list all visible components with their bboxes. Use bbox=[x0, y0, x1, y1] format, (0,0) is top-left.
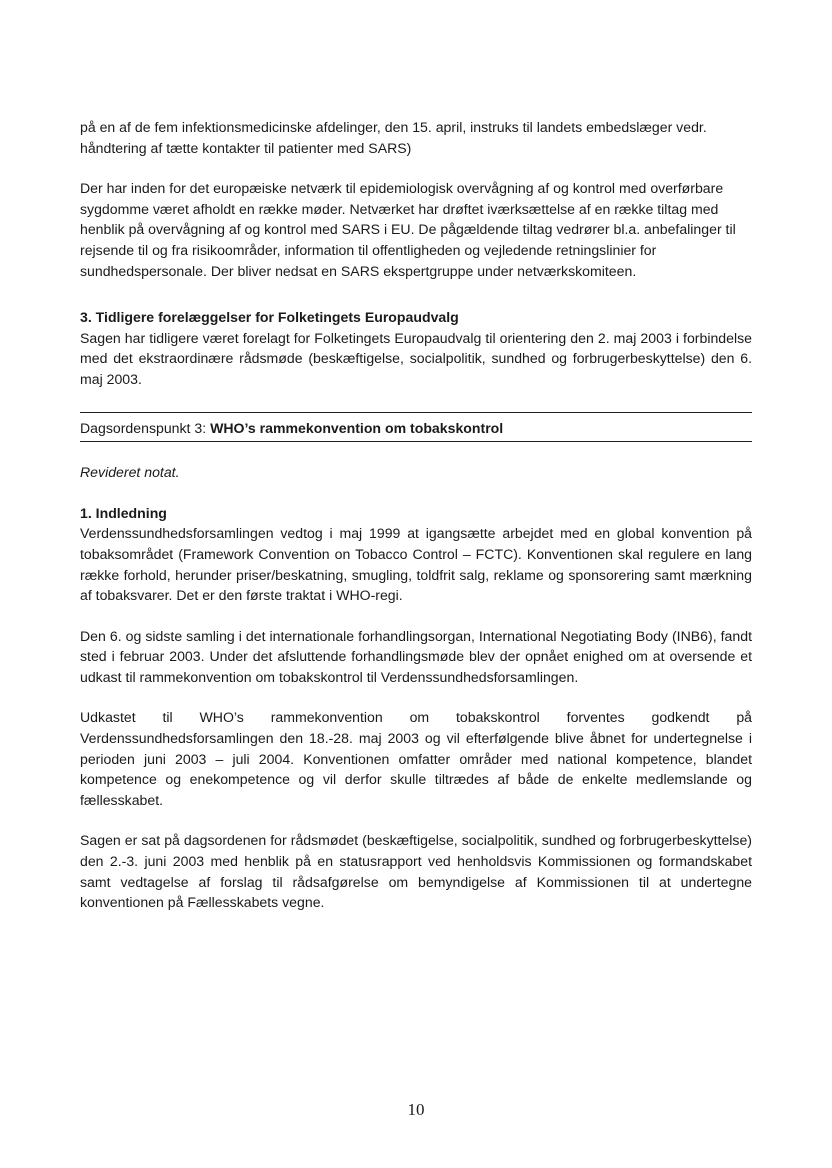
agenda-title: WHO’s rammekonvention om tobakskontrol bbox=[210, 419, 504, 436]
section-3-body: Sagen har tidligere været forelagt for Folketingets Europaudvalg til orientering den 2. maj 2003 i forbindelse med det ekstraordinære rådsmøde (beskæftigelse, socialpolitik, sundhed og forbrugerbeskyttelse) den 6. maj 2003. bbox=[80, 329, 752, 387]
page-number: 10 bbox=[407, 1100, 425, 1119]
page-content bbox=[80, 117, 752, 933]
paragraph-draft-convention: Udkastet til WHO’s rammekonvention om tobakskontrol forventes godkendt på Verdenssundhedsforsamlingen den 18.-28. maj 2003 og vil efterfølgende blive åbnet for undertegnelse i perioden juni 2003 – juli 2004. Konventionen omfatter områder med national kompetence, blandet kompetence og enekompetence og vil derfor skulle tiltrædes af både de enkelte medlemslande og fællesskabet. bbox=[80, 709, 752, 808]
agenda-prefix: Dagsordenspunkt 3: bbox=[80, 419, 211, 436]
paragraph-inb6: Den 6. og sidste samling i det internationale forhandlingsorgan, International Negotiating Body (INB6), fandt sted i februar 2003. Under det afsluttende forhandlingsmøde blev der opnået enighed om at oversende et udkast til rammekonvention om tobakskontrol til Verdenssundhedsforsamlingen. bbox=[80, 627, 752, 685]
agenda-item-box bbox=[80, 412, 752, 443]
section-3-heading: 3. Tidligere forelæggelser for Folketingets Europaudvalg bbox=[80, 309, 459, 326]
paragraph-sars-instruction: på en af de fem infektionsmedicinske afdelinger, den 15. april, instruks til landets embedslæger vedr. håndtering af tætte kontakter til patienter med SARS) bbox=[80, 119, 707, 156]
section-1-heading: 1. Indledning bbox=[80, 504, 167, 521]
revised-note: Revideret notat. bbox=[80, 464, 180, 481]
section-1-body: Verdenssundhedsforsamlingen vedtog i maj 1999 at igangsætte arbejdet med en global konvention på tobaksområdet (Framework Convention on Tobacco Control – FCTC). Konventionen skal regulere en lang række forhold, herunder priser/beskatning, smugling, toldfrit salg, reklame og sponsorering samt mærkning af tobaksvarer. Det er den første traktat i WHO-regi. bbox=[80, 525, 752, 604]
paragraph-council-agenda: Sagen er sat på dagsordenen for rådsmødet (beskæftigelse, socialpolitik, sundhed og forbrugerbeskyttelse) den 2.-3. juni 2003 med henblik på en statusrapport ved henholdsvis Kommissionen og formandskabet samt vedtagelse af forslag til rådsafgørelse om bemyndigelse af Kommissionen til at undertegne konventionen på Fællesskabets vegne. bbox=[80, 832, 752, 911]
paragraph-network-meetings: Der har inden for det europæiske netværk til epidemiologisk overvågning af og kontrol med overførbare sygdomme været afholdt en række møder. Netværket har drøftet iværksættelse af en række tiltag med henblik på overvågning af og kontrol med SARS i EU. De pågældende tiltag vedrører bl.a. anbefalinger til rejsende til og fra risikoområder, information til offentligheden og vejledende retningslinier for sundhedspersonale. Der bliver nedsat en SARS ekspertgruppe under netværkskomiteen. bbox=[80, 180, 736, 279]
